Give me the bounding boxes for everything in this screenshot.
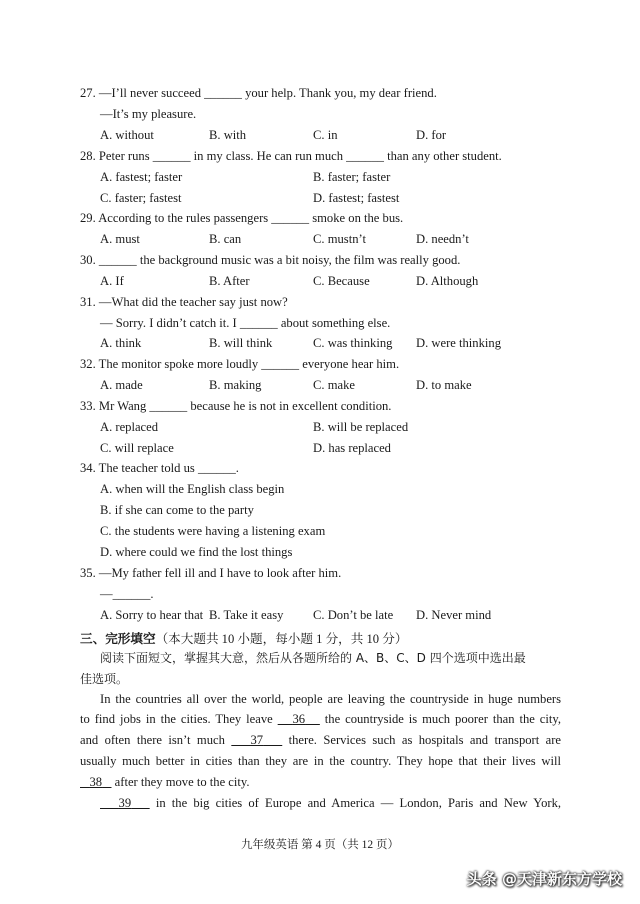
question-33-stem: 33. Mr Wang ______ because he is not in excellent condition. xyxy=(80,399,392,413)
question-34-option-d: D. where could we find the lost things xyxy=(100,545,293,559)
question-30-option-b: B. After xyxy=(209,274,250,288)
passage-line-6 xyxy=(100,796,561,811)
question-31-stem: 31. —What did the teacher say just now? xyxy=(80,295,288,309)
question-29-stem: 29. According to the rules passengers ______ smoke on the bus. xyxy=(80,211,404,225)
question-30-option-c: C. Because xyxy=(313,274,370,288)
watermark: 头条 @天津新东方学校 xyxy=(466,870,622,888)
blank-36: 36 xyxy=(292,712,306,726)
passage-line-2 xyxy=(80,712,561,727)
section-instruction-line-2: 佳选项。 xyxy=(80,672,129,686)
question-34-option-b: B. if she can come to the party xyxy=(100,503,254,517)
passage-text: the countryside is much poorer than the city, xyxy=(324,712,561,726)
question-27-option-d: D. for xyxy=(416,128,447,142)
question-31-option-b: B. will think xyxy=(209,336,273,350)
question-33-option-c: C. will replace xyxy=(100,441,174,455)
question-35-reply: —______. xyxy=(100,587,154,601)
question-28-option-c: C. faster; fastest xyxy=(100,191,182,205)
passage-line-4: usually much better in cities than they are in the country. They hope that their lives will xyxy=(80,754,561,768)
question-27-stem: 27. —I’ll never succeed ______ your help. Thank you, my dear friend. xyxy=(80,86,437,100)
question-32-stem: 32. The monitor spoke more loudly ______ everyone hear him. xyxy=(80,357,400,371)
blank-38: 38 xyxy=(89,775,103,789)
section-heading xyxy=(80,628,407,647)
question-35-option-a: A. Sorry to hear that xyxy=(100,608,204,622)
question-35-option-b: B. Take it easy xyxy=(209,608,284,622)
passage-text: in the big cities of Europe and America — London, Paris and New York, xyxy=(155,796,562,810)
question-31-option-c: C. was thinking xyxy=(313,336,393,350)
question-30-stem: 30. ______ the background music was a bit noisy, the film was really good. xyxy=(80,253,461,267)
question-32-option-a: A. made xyxy=(100,378,143,392)
question-34-stem: 34. The teacher told us ______. xyxy=(80,461,239,475)
question-29-option-b: B. can xyxy=(209,232,242,246)
passage-line-1: In the countries all over the world, people are leaving the countryside in huge numbers xyxy=(100,692,561,706)
question-35-option-d: D. Never mind xyxy=(416,608,492,622)
question-31-reply: — Sorry. I didn’t catch it. I ______ about something else. xyxy=(100,316,391,330)
question-28-option-a: A. fastest; faster xyxy=(100,170,183,184)
passage-text: there. Services such as hospitals and transport are xyxy=(288,733,562,747)
passage-line-3 xyxy=(80,733,561,748)
question-27-option-c: C. in xyxy=(313,128,338,142)
question-27-option-a: A. without xyxy=(100,128,154,142)
question-33-option-d: D. has replaced xyxy=(313,441,391,455)
section-note: （本大题共 10 小题，每小题 1 分，共 10 分） xyxy=(155,632,408,646)
question-28-option-b: B. faster; faster xyxy=(313,170,391,184)
question-31-option-d: D. were thinking xyxy=(416,336,501,350)
question-28-stem: 28. Peter runs ______ in my class. He can run much ______ than any other student. xyxy=(80,149,502,163)
question-27-option-b: B. with xyxy=(209,128,247,142)
section-title: 三、完形填空 xyxy=(80,631,156,646)
question-32-option-c: C. make xyxy=(313,378,355,392)
blank-37: 37 xyxy=(250,733,264,747)
question-33-option-b: B. will be replaced xyxy=(313,420,409,434)
question-29-option-a: A. must xyxy=(100,232,140,246)
question-29-option-d: D. needn’t xyxy=(416,232,469,246)
passage-line-5 xyxy=(80,775,250,790)
question-32-option-d: D. to make xyxy=(416,378,472,392)
passage-text: to find jobs in the cities. They leave xyxy=(80,712,273,726)
passage-text: after they move to the city. xyxy=(114,775,250,789)
question-31-option-a: A. think xyxy=(100,336,142,350)
question-35-stem: 35. —My father fell ill and I have to look after him. xyxy=(80,566,342,580)
passage-text: and often there isn’t much xyxy=(80,733,225,747)
blank-39: 39 xyxy=(118,796,132,810)
section-instruction-line-1: 阅读下面短文，掌握其大意，然后从各题所给的 A、B、C、D 四个选项中选出最 xyxy=(100,651,526,665)
page-footer: 九年级英语 第 4 页（共 12 页） xyxy=(240,839,400,851)
question-35-option-c: C. Don’t be late xyxy=(313,608,394,622)
question-29-option-c: C. mustn’t xyxy=(313,232,366,246)
question-30-option-a: A. If xyxy=(100,274,124,288)
question-34-option-a: A. when will the English class begin xyxy=(100,482,285,496)
question-33-option-a: A. replaced xyxy=(100,420,159,434)
question-34-option-c: C. the students were having a listening exam xyxy=(100,524,326,538)
question-28-option-d: D. fastest; fastest xyxy=(313,191,400,205)
question-27-reply: —It’s my pleasure. xyxy=(100,107,197,121)
question-32-option-b: B. making xyxy=(209,378,262,392)
question-30-option-d: D. Although xyxy=(416,274,479,288)
